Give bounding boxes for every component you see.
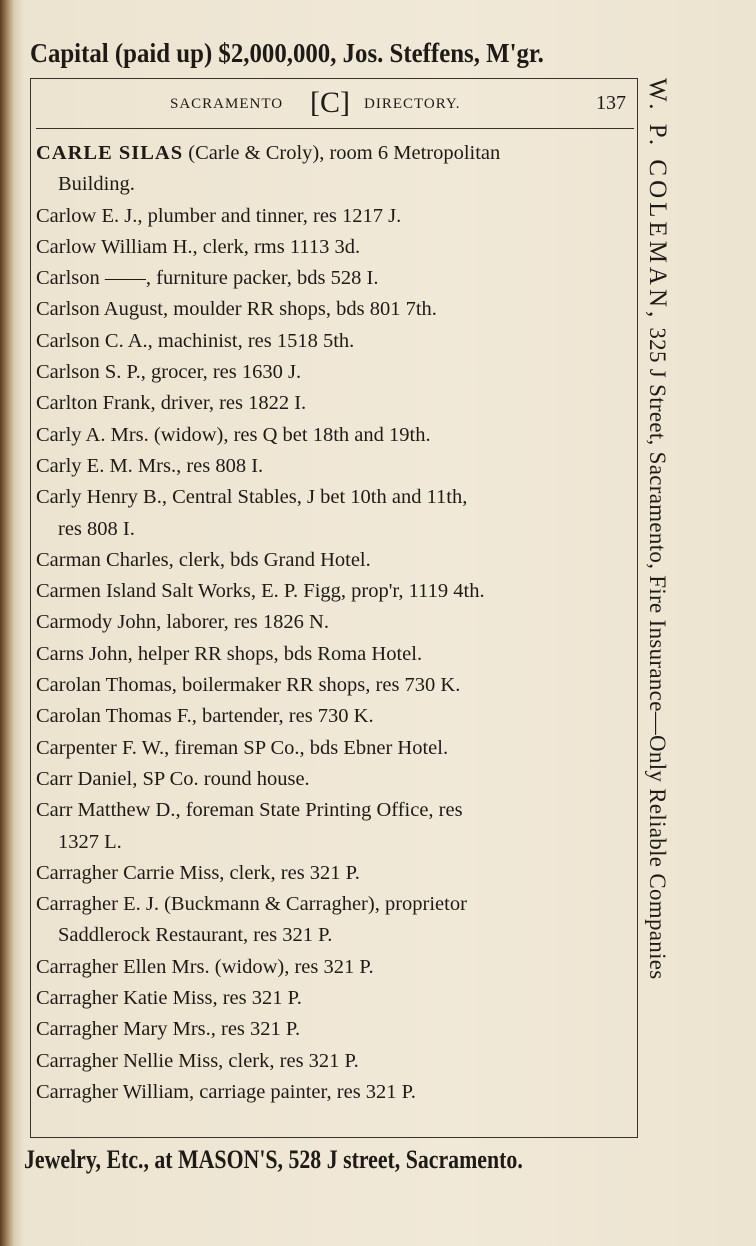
directory-entry (36, 639, 632, 670)
directory-entry (36, 138, 632, 201)
directory-entry (36, 983, 632, 1014)
header-rule (36, 128, 634, 129)
entry-line: Carlton Frank, driver, res 1822 I. (36, 392, 307, 415)
directory-entry (36, 357, 632, 388)
directory-entry (36, 388, 632, 419)
entry-line: Carr Matthew D., foreman State Printing Office, res (36, 799, 463, 822)
directory-entry (36, 858, 632, 889)
directory-entry (36, 263, 632, 294)
entry-line: Carolan Thomas, boilermaker RR shops, res 730 K. (36, 674, 461, 697)
directory-entry (36, 294, 632, 325)
directory-entry (36, 1077, 632, 1108)
directory-entries (36, 138, 632, 1108)
running-head (34, 86, 634, 120)
directory-entry (36, 420, 632, 451)
entry-line: Carlson C. A., machinist, res 1518 5th. (36, 329, 355, 352)
entry-line: Carly E. M. Mrs., res 808 I. (36, 454, 264, 477)
entry-line: Carr Daniel, SP Co. round house. (36, 767, 310, 790)
entry-continuation-line: Building. (58, 173, 135, 196)
directory-entry (36, 1046, 632, 1077)
side-advertisement-banner (641, 78, 671, 1148)
entry-line: Carragher Nellie Miss, clerk, res 321 P. (36, 1049, 359, 1072)
directory-entry (36, 576, 632, 607)
entry-continuation-line: Saddlerock Restaurant, res 321 P. (58, 924, 333, 947)
bottom-advertisement-banner: Jewelry, Etc., at MASON'S, 528 J street, Sacramento. (24, 1145, 523, 1174)
directory-entry (36, 701, 632, 732)
entry-line: Carpenter F. W., fireman SP Co., bds Ebner Hotel. (36, 736, 449, 759)
entry-line: Carns John, helper RR shops, bds Roma Hotel. (36, 642, 423, 665)
side-banner-text: 325 J Street, Sacramento, Fire Insurance—Only Reliable Companies (645, 321, 670, 980)
directory-entry (36, 451, 632, 482)
entry-line: Carragher Katie Miss, res 321 P. (36, 987, 302, 1010)
entry-line: Carragher E. J. (Buckmann & Carragher), proprietor (36, 893, 467, 916)
entry-line: Carlow E. J., plumber and tinner, res 1217 J. (36, 204, 402, 227)
top-advertisement-banner: Capital (paid up) $2,000,000, Jos. Steffens, M'gr. (30, 38, 544, 68)
running-head-letter-mark: [C] (310, 86, 350, 119)
directory-entry (36, 607, 632, 638)
directory-entry (36, 764, 632, 795)
directory-entry (36, 795, 632, 858)
directory-entry (36, 545, 632, 576)
directory-entry (36, 326, 632, 357)
entry-line: Carly A. Mrs. (widow), res Q bet 18th and 19th. (36, 423, 431, 446)
page-number: 137 (596, 92, 626, 114)
directory-entry (36, 1014, 632, 1045)
entry-line: Carlson August, moulder RR shops, bds 801 7th. (36, 298, 437, 321)
side-banner-name: W. P. COLEMAN, (644, 78, 671, 322)
entry-continuation-line: res 808 I. (58, 517, 135, 540)
entry-line: Carman Charles, clerk, bds Grand Hotel. (36, 548, 371, 571)
directory-entry (36, 670, 632, 701)
entry-line: Carragher Carrie Miss, clerk, res 321 P. (36, 861, 360, 884)
running-head-title: DIRECTORY. (364, 96, 461, 112)
entry-line: Carragher Ellen Mrs. (widow), res 321 P. (36, 955, 374, 978)
directory-entry (36, 201, 632, 232)
entry-continuation-line: 1327 L. (58, 830, 122, 853)
directory-entry (36, 733, 632, 764)
entry-line: Carragher Mary Mrs., res 321 P. (36, 1018, 301, 1041)
directory-entry (36, 232, 632, 263)
entry-line: Carragher William, carriage painter, res 321 P. (36, 1080, 416, 1103)
entry-line: Carolan Thomas F., bartender, res 730 K. (36, 705, 374, 728)
directory-entry (36, 482, 632, 545)
entry-line: Carlson S. P., grocer, res 1630 J. (36, 361, 302, 384)
directory-entry (36, 952, 632, 983)
entry-line: Carlson ——, furniture packer, bds 528 I. (36, 267, 379, 290)
entry-line: CARLE SILAS (Carle & Croly), room 6 Metropolitan (36, 142, 501, 164)
entry-line: Carlow William H., clerk, rms 1113 3d. (36, 235, 361, 258)
entry-line: Carly Henry B., Central Stables, J bet 10th and 11th, (36, 486, 468, 509)
entry-line: Carmody John, laborer, res 1826 N. (36, 611, 329, 634)
entry-line: Carmen Island Salt Works, E. P. Figg, prop'r, 1119 4th. (36, 580, 485, 603)
directory-entry (36, 889, 632, 952)
running-head-city: SACRAMENTO (170, 96, 284, 112)
